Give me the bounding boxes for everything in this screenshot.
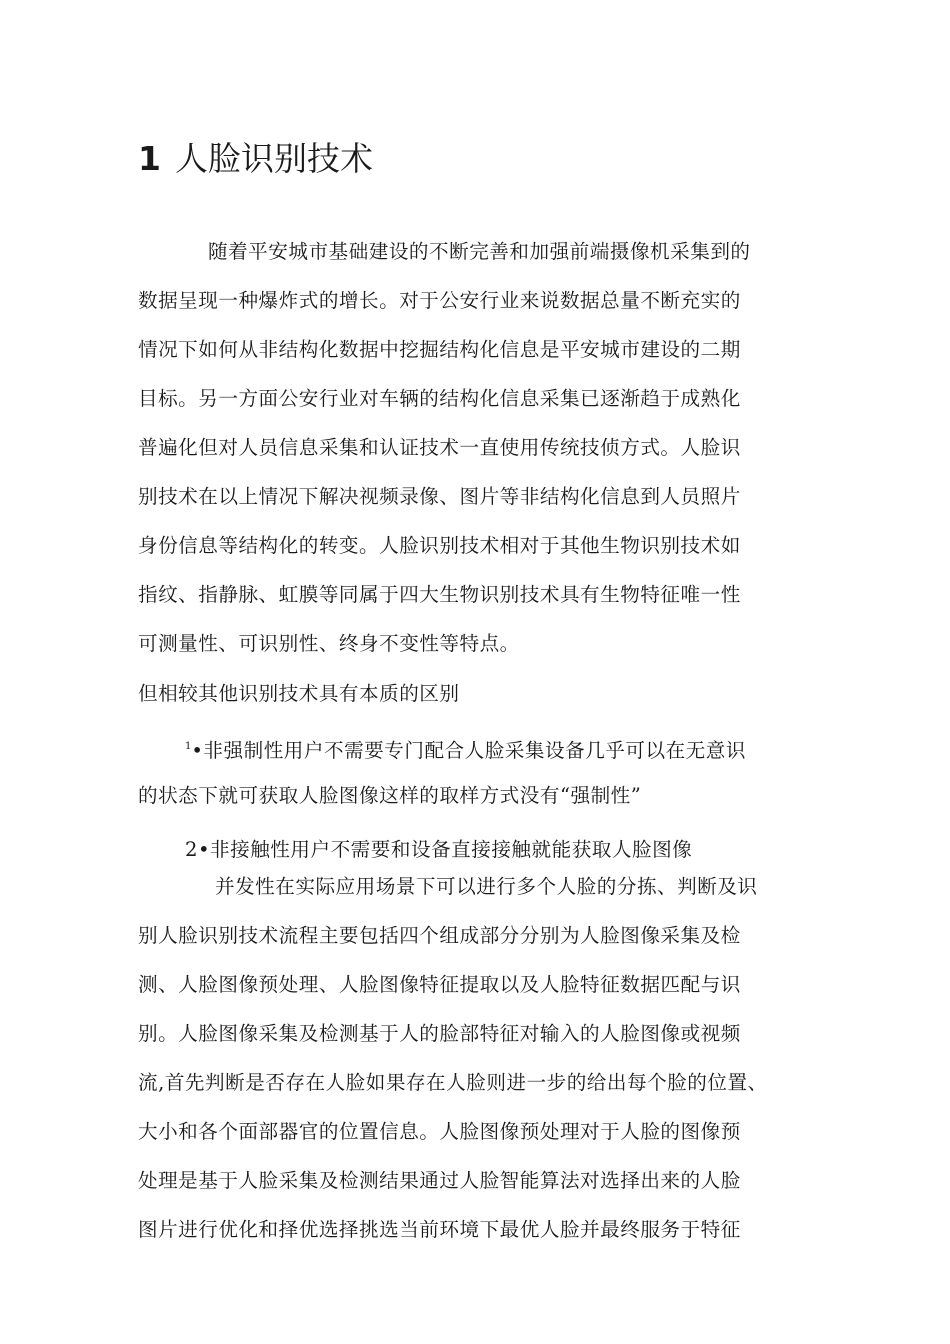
process-paragraph xyxy=(138,862,828,1254)
list-item-line: 2•非接触性用户不需要和设备直接接触就能获取人脸图像 xyxy=(185,838,693,861)
paragraph-line: 情况下如何从非结构化数据中挖掘结构化信息是平安城市建设的二期 xyxy=(138,338,741,361)
paragraph-line: 别。人脸图像采集及检测基于人的脸部特征对输入的人脸图像或视频 xyxy=(138,1022,741,1045)
paragraph-line: 别人脸识别技术流程主要包括四个组成部分分别为人脸图像采集及检 xyxy=(138,924,741,947)
section-heading xyxy=(138,136,373,182)
section-title: 人脸识别技术 xyxy=(174,139,373,178)
list-item-text: •非强制性用户不需要专门配合人脸采集设备几乎可以在无意识 xyxy=(191,739,746,762)
paragraph-line: 处理是基于人脸采集及检测结果通过人脸智能算法对选择出来的人脸 xyxy=(138,1169,741,1192)
list-item-non-mandatory xyxy=(138,722,828,820)
paragraph-line: 流,首先判断是否存在人脸如果存在人脸则进一步的给出每个脸的位置、 xyxy=(138,1071,768,1094)
difference-paragraph xyxy=(138,669,828,718)
paragraph-line: 图片进行优化和择优选择挑选当前环境下最优人脸并最终服务于特征 xyxy=(138,1218,741,1241)
paragraph-line: 并发性在实际应用场景下可以进行多个人脸的分拣、判断及识 xyxy=(215,875,758,898)
list-item-marker: 1 xyxy=(185,741,192,752)
paragraph-line: 大小和各个面部器官的位置信息。人脸图像预处理对于人脸的图像预 xyxy=(138,1120,741,1143)
section-number: 1 xyxy=(138,139,161,178)
paragraph-line: 普遍化但对人员信息采集和认证技术一直使用传统技侦方式。人脸识 xyxy=(138,436,741,459)
paragraph-line: 随着平安城市基础建设的不断完善和加强前端摄像机采集到的 xyxy=(208,240,751,263)
paragraph-line: 身份信息等结构化的转变。人脸识别技术相对于其他生物识别技术如 xyxy=(138,534,741,557)
list-item-line: 的状态下就可获取人脸图像这样的取样方式没有“强制性” xyxy=(138,784,642,807)
paragraph-line: 但相较其他识别技术具有本质的区别 xyxy=(138,682,460,705)
paragraph-line: 可测量性、可识别性、终身不变性等特点。 xyxy=(138,632,520,655)
paragraph-line: 指纹、指静脉、虹膜等同属于四大生物识别技术具有生物特征唯一性 xyxy=(138,583,741,606)
paragraph-line: 别技术在以上情况下解决视频录像、图片等非结构化信息到人员照片 xyxy=(138,485,741,508)
list-item-line xyxy=(138,722,828,771)
paragraph-line: 数据呈现一种爆炸式的增长。对于公安行业来说数据总量不断充实的 xyxy=(138,289,741,312)
paragraph-line: 目标。另一方面公安行业对车辆的结构化信息采集已逐渐趋于成熟化 xyxy=(138,387,741,410)
intro-paragraph xyxy=(138,227,828,668)
paragraph-line: 测、人脸图像预处理、人脸图像特征提取以及人脸特征数据匹配与识 xyxy=(138,973,741,996)
